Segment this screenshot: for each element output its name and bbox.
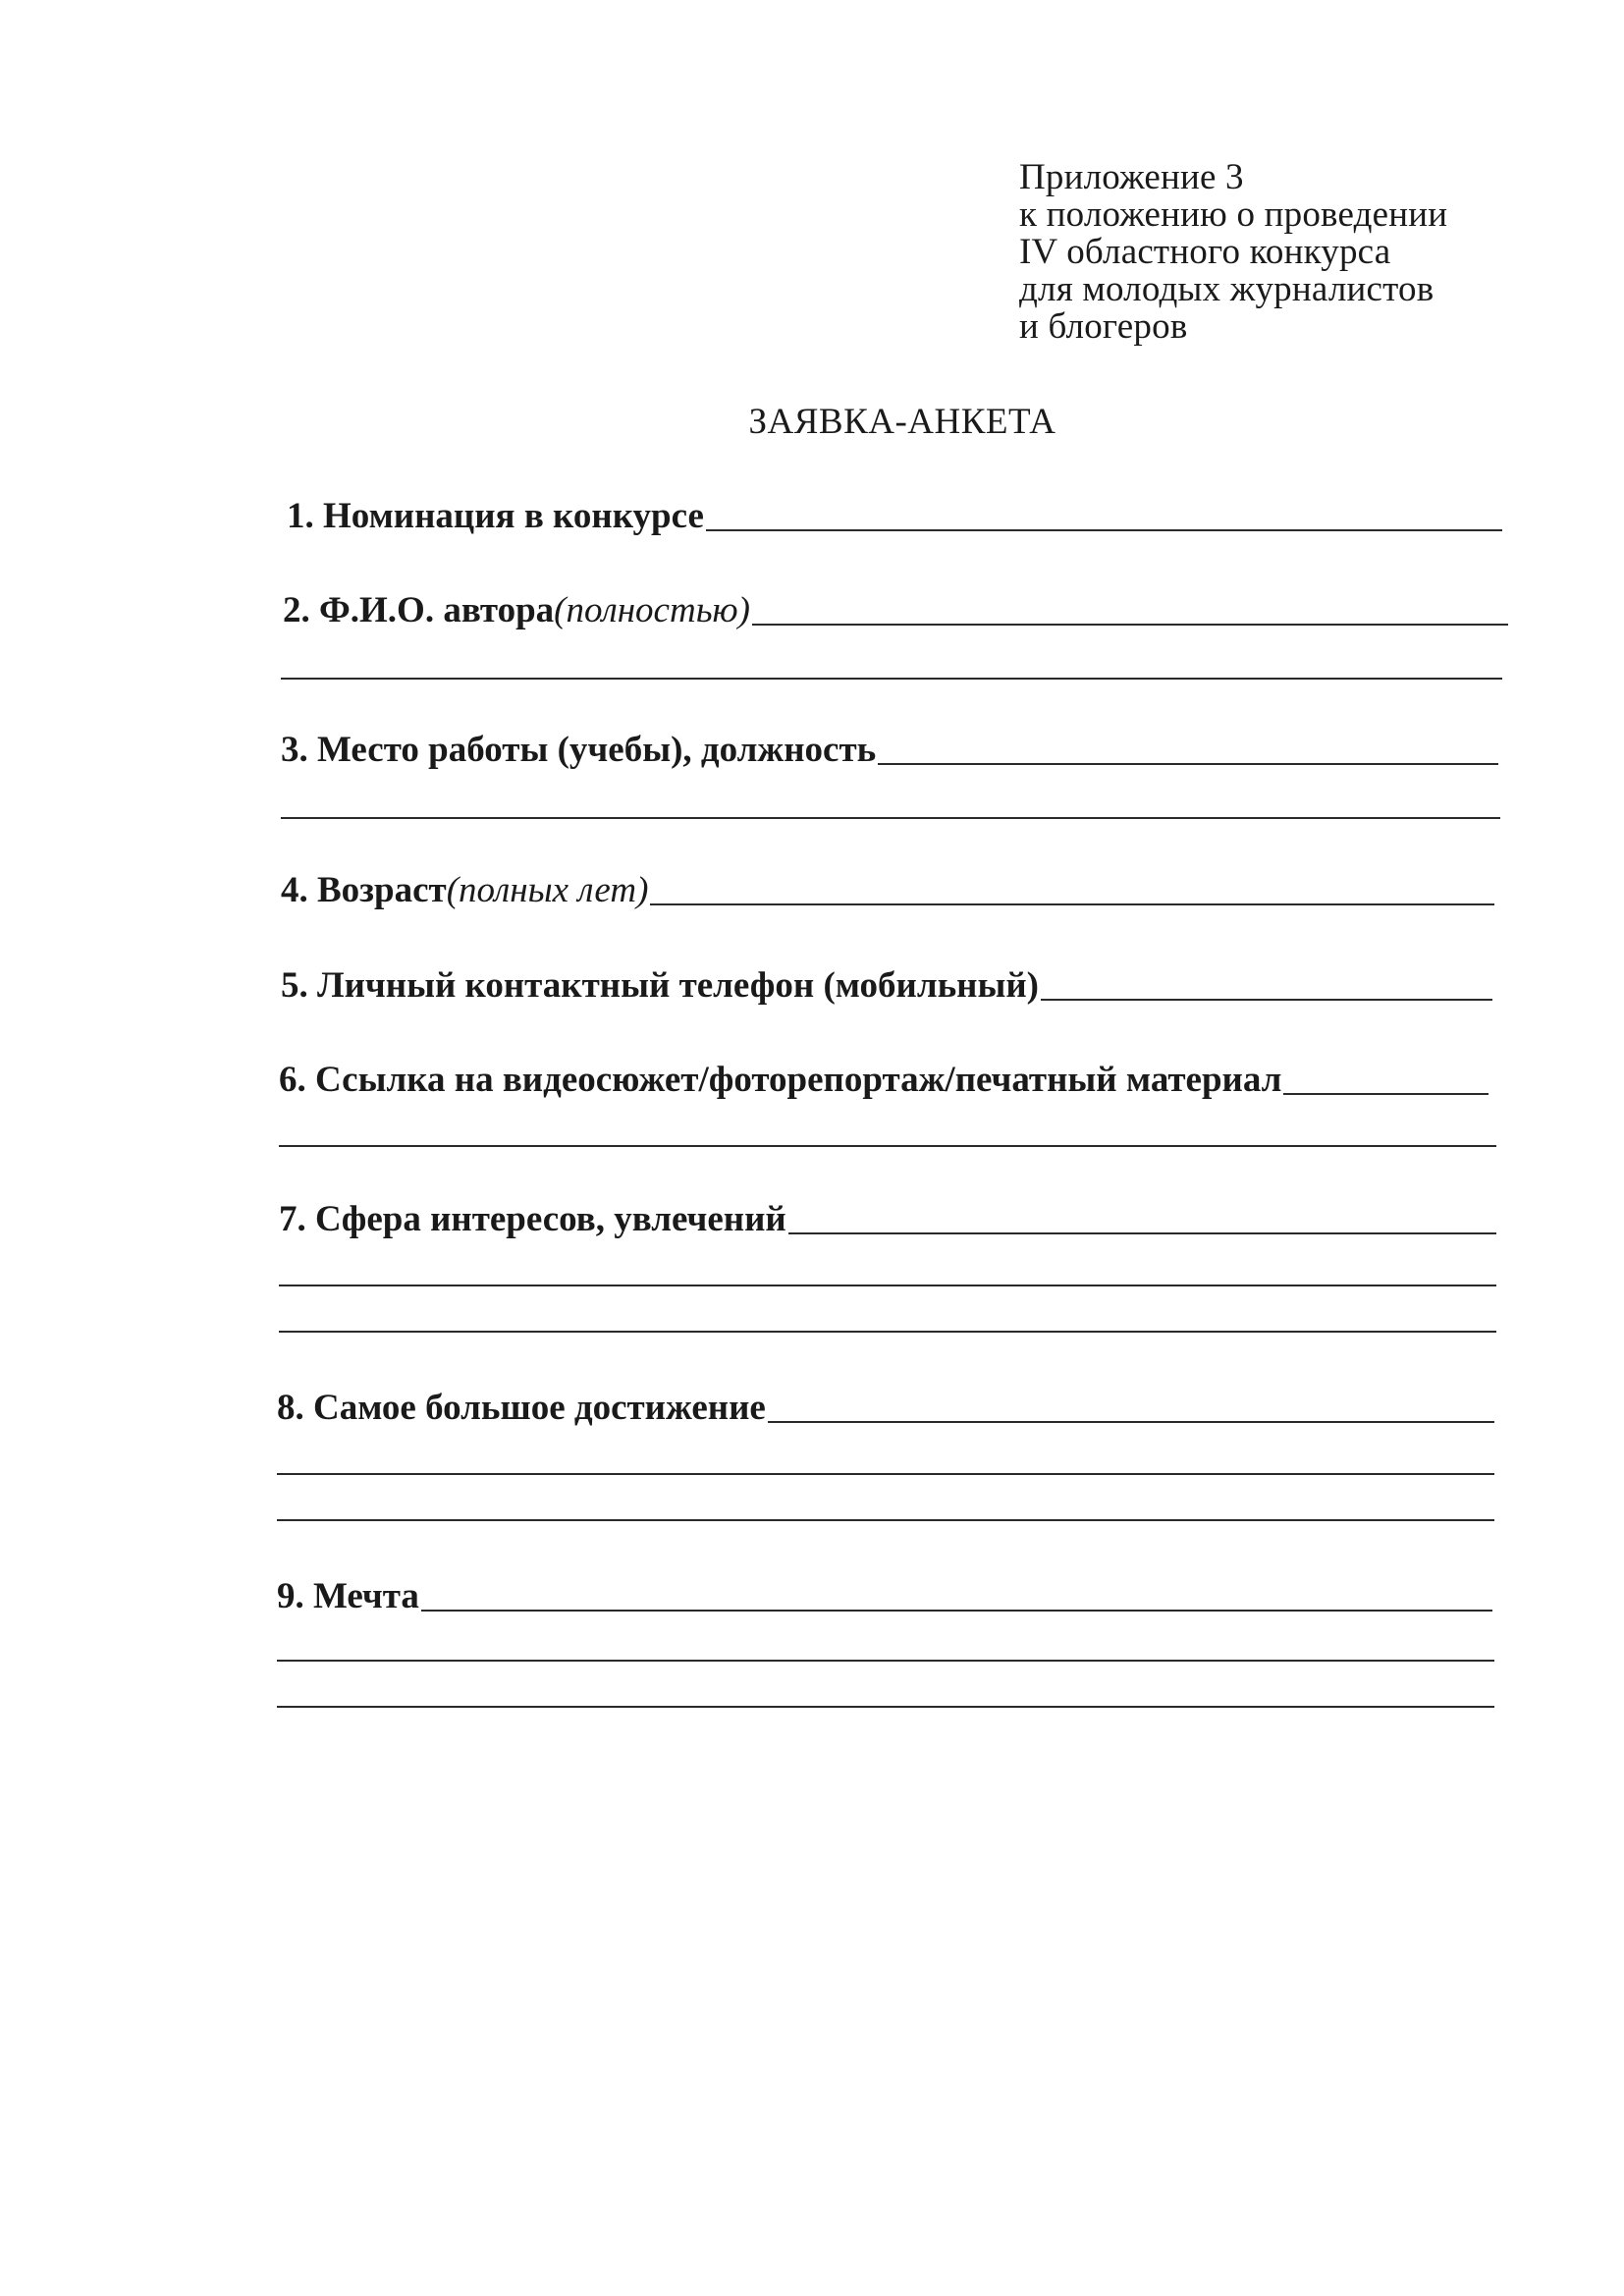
interests-fill-line[interactable] [788, 1231, 1496, 1234]
appendix-line: для молодых журналистов [1019, 269, 1435, 309]
field-label: 5. Личный контактный телефон (мобильный) [281, 965, 1039, 1006]
age-fill-line[interactable] [650, 902, 1494, 905]
dream-extra-line-1[interactable] [277, 1660, 1494, 1662]
field-author-name [283, 589, 1508, 631]
field-label: 4. Возраст [281, 870, 447, 910]
field-label: 2. Ф.И.О. автора [283, 590, 555, 630]
appendix-header [1019, 159, 1447, 346]
field-interests [279, 1198, 1496, 1240]
dream-extra-line-2[interactable] [277, 1706, 1494, 1708]
material-link-extra-line[interactable] [279, 1145, 1496, 1147]
material-link-fill-line[interactable] [1283, 1092, 1489, 1095]
appendix-line: и блогеров [1019, 306, 1188, 347]
field-nomination [287, 495, 1502, 537]
phone-fill-line[interactable] [1041, 998, 1492, 1001]
interests-extra-line-1[interactable] [279, 1285, 1496, 1286]
field-phone [281, 964, 1492, 1007]
field-material-link [279, 1059, 1489, 1101]
field-label: 9. Мечта [277, 1576, 419, 1616]
achievement-fill-line[interactable] [768, 1420, 1494, 1423]
workplace-extra-line[interactable] [281, 817, 1500, 819]
field-label: 8. Самое большое достижение [277, 1388, 766, 1428]
appendix-line: к положению о проведении [1019, 194, 1448, 235]
appendix-line: IV областного конкурса [1019, 232, 1391, 272]
document-title: ЗАЯВКА-АНКЕТА [748, 402, 1056, 442]
field-dream [277, 1575, 1492, 1617]
dream-fill-line[interactable] [421, 1609, 1492, 1612]
field-label: 7. Сфера интересов, увлечений [279, 1199, 786, 1239]
field-hint: (полных лет) [446, 870, 649, 910]
field-hint: (полностью) [554, 590, 750, 630]
field-label: 6. Ссылка на видеосюжет/фоторепортаж/печатный материал [279, 1060, 1282, 1100]
nomination-fill-line[interactable] [706, 528, 1502, 531]
field-achievement [277, 1387, 1494, 1429]
field-label: 3. Место работы (учебы), должность [281, 730, 877, 770]
field-age [281, 869, 1494, 911]
field-label: 1. Номинация в конкурсе [287, 496, 704, 536]
workplace-fill-line[interactable] [878, 762, 1498, 765]
achievement-extra-line-2[interactable] [277, 1519, 1494, 1521]
field-workplace [281, 729, 1498, 771]
author-name-extra-line[interactable] [281, 678, 1502, 680]
achievement-extra-line-1[interactable] [277, 1473, 1494, 1475]
author-name-fill-line[interactable] [752, 623, 1508, 626]
interests-extra-line-2[interactable] [279, 1331, 1496, 1333]
appendix-line: Приложение 3 [1019, 157, 1244, 197]
